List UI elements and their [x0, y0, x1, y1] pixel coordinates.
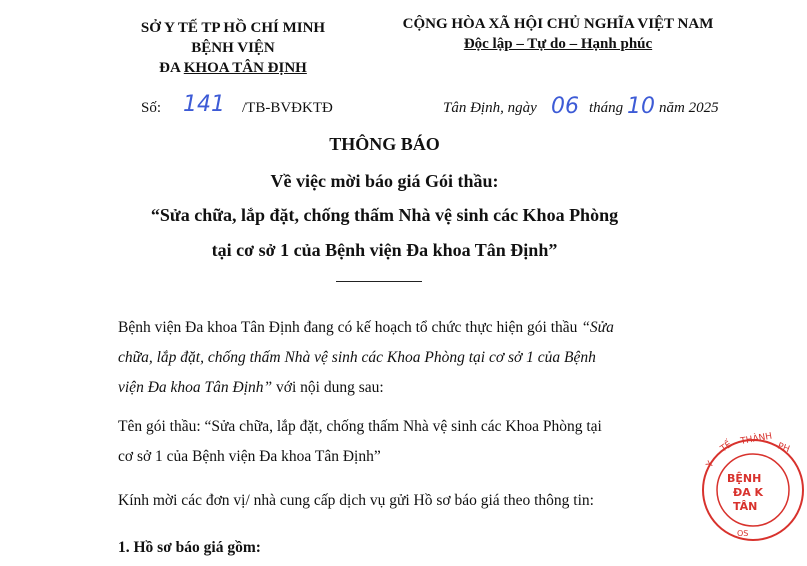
month-label: tháng [589, 100, 624, 116]
issuer-line-3 [128, 58, 338, 78]
issuer-block [128, 18, 338, 78]
title-divider [336, 281, 422, 282]
svg-text:THÀNH: THÀNH [739, 431, 773, 447]
issuer-line-3-prefix: ĐA [159, 60, 184, 76]
issuer-line-2: BỆNH VIỆN [191, 40, 275, 56]
paragraph-intro-line-3 [118, 373, 718, 403]
reference-row [141, 92, 731, 124]
section-1-heading: 1. Hồ sơ báo giá gồm: [118, 539, 261, 556]
paragraph-package-name [118, 412, 718, 472]
svg-text:OS: OS [737, 529, 749, 538]
intro-italic-a: “Sửa [581, 319, 614, 336]
national-motto: Độc lập – Tự do – Hạnh phúc [463, 36, 653, 52]
svg-text:PH: PH [775, 441, 791, 455]
date-year: năm 2025 [659, 100, 719, 116]
so-suffix: /TB-BVĐKTĐ [242, 100, 333, 116]
document-subject-2: “Sửa chữa, lắp đặt, chống thấm Nhà vệ sinh các Khoa Phòng [150, 205, 619, 225]
official-stamp [697, 431, 791, 552]
document-subject-3: tại cơ sở 1 của Bệnh viện Đa khoa Tân Định” [211, 240, 558, 260]
date-day-handwritten: 06 [551, 94, 579, 119]
document-subject-1: Về việc mời báo giá Gói thầu: [270, 171, 499, 191]
issuer-line-1: SỞ Y TẾ TP HỒ CHÍ MINH [140, 20, 326, 36]
national-heading [388, 14, 728, 54]
paragraph-intro [118, 313, 718, 403]
date-month-handwritten: 10 [627, 94, 655, 119]
intro-italic-c: viện Đa khoa Tân Định” [118, 379, 273, 396]
date-prefix: Tân Định, ngày [443, 100, 537, 116]
paragraph-intro-line-2 [118, 343, 718, 373]
intro-end-text: với nội dung sau: [272, 379, 384, 396]
so-label: Số: [141, 100, 162, 116]
intro-plain-text: Bệnh viện Đa khoa Tân Định đang có kế hoạch tổ chức thực hiện gói thầu [118, 319, 582, 336]
svg-text:ĐA K: ĐA K [733, 486, 764, 499]
paragraph-intro-line-1 [118, 313, 718, 343]
package-name-line-2: cơ sở 1 của Bệnh viện Đa khoa Tân Định” [118, 448, 381, 465]
document-title: THÔNG BÁO [329, 134, 440, 154]
svg-text:BỆNH: BỆNH [727, 472, 762, 485]
stamp-seal-icon [697, 432, 807, 552]
svg-text:TÂN: TÂN [733, 500, 758, 513]
svg-text:Y: Y [704, 459, 717, 470]
package-name-line-1: Tên gói thầu: “Sửa chữa, lắp đặt, chống thấm Nhà vệ sinh các Khoa Phòng tại [118, 418, 602, 435]
so-number-handwritten: 141 [183, 92, 225, 117]
issuer-line-3-underlined: KHOA TÂN ĐỊNH [183, 60, 307, 76]
republic-name: CỘNG HÒA XÃ HỘI CHỦ NGHĨA VIỆT NAM [402, 16, 714, 32]
intro-italic-b: chữa, lắp đặt, chống thấm Nhà vệ sinh các Khoa Phòng tại cơ sở 1 của Bệnh [118, 349, 596, 366]
paragraph-invitation: Kính mời các đơn vị/ nhà cung cấp dịch vụ gửi Hồ sơ báo giá theo thông tin: [118, 492, 594, 509]
svg-text:TẾ: TẾ [718, 439, 734, 455]
